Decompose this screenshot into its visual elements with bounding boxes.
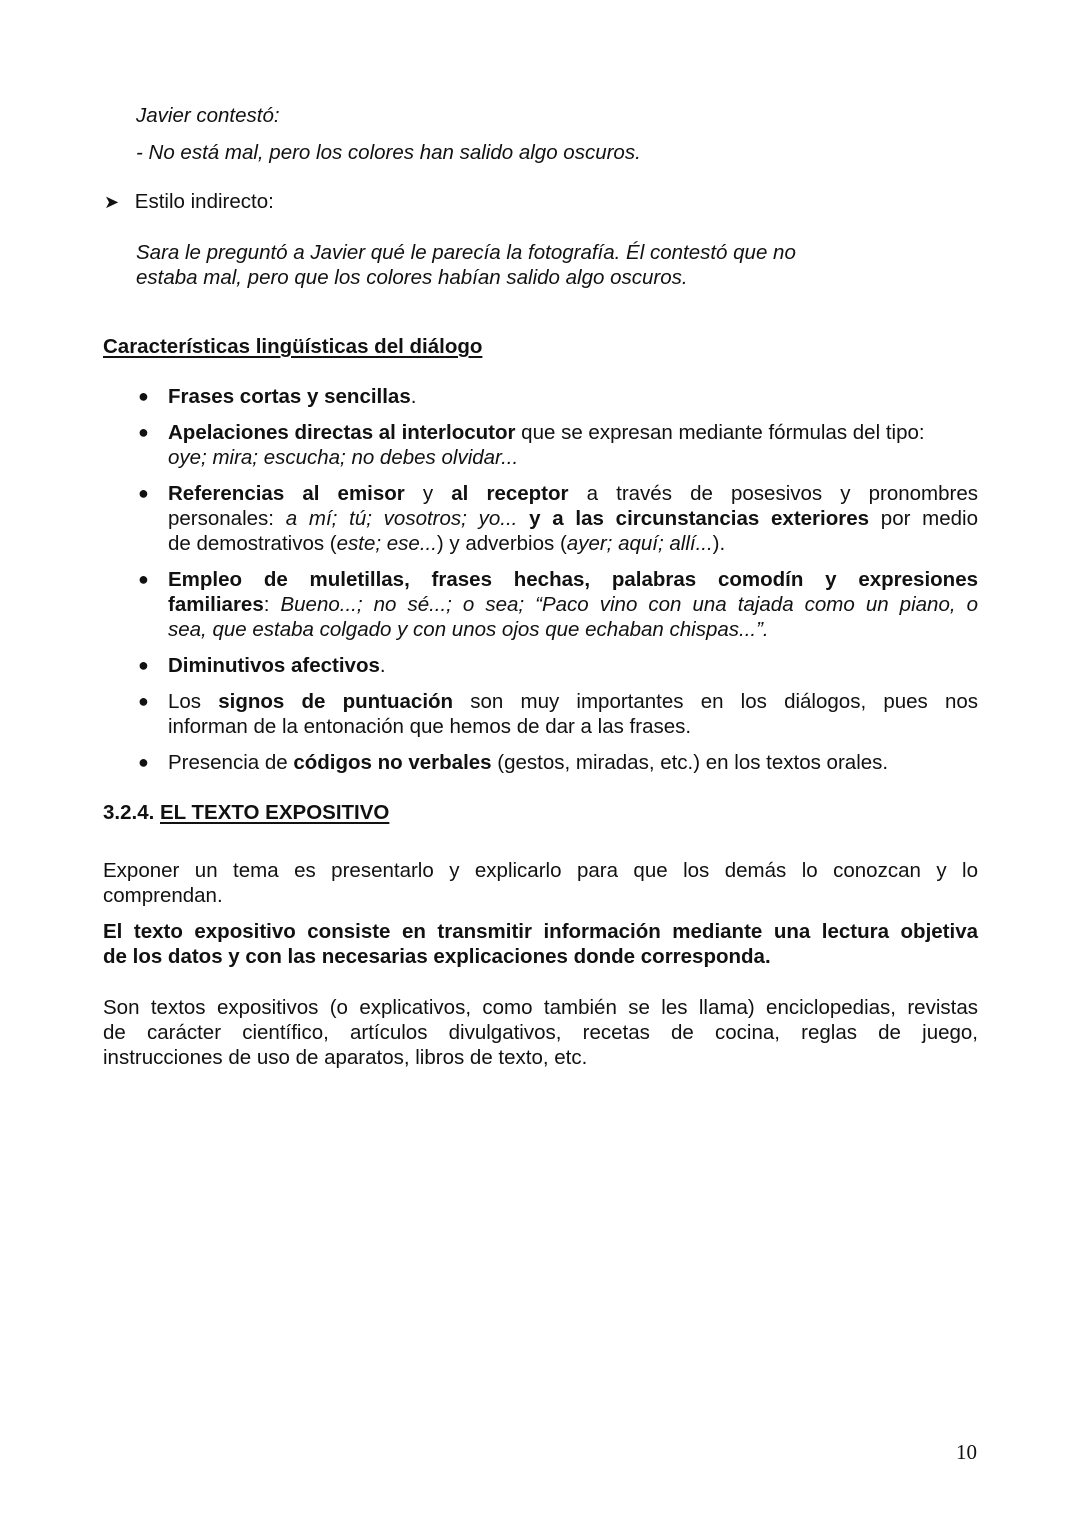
dialogue-line: - No está mal, pero los colores han salido algo oscuros. bbox=[136, 141, 641, 164]
bullet-icon: ● bbox=[138, 655, 149, 675]
section-title: 3.2.4. EL TEXTO EXPOSITIVO bbox=[103, 801, 390, 824]
paragraph: Exponer un tema es presentarlo y explicarlo para que los demás lo conozcan y lo bbox=[103, 859, 978, 882]
paragraph: instrucciones de uso de aparatos, libros de texto, etc. bbox=[103, 1046, 588, 1069]
bullet-icon: ● bbox=[138, 691, 149, 711]
bullet-icon: ● bbox=[138, 386, 149, 406]
indirect-style-label: ➤ Estilo indirecto: bbox=[104, 190, 274, 213]
definition-paragraph: El texto expositivo consiste en transmitir información mediante una lectura objetiva bbox=[103, 920, 978, 943]
bullet-icon: ● bbox=[138, 483, 149, 503]
arrow-bullet-icon: ➤ bbox=[104, 192, 120, 212]
paragraph: Son textos expositivos (o explicativos, como también se les llama) enciclopedias, revistas bbox=[103, 996, 978, 1019]
paragraph: de carácter científico, artículos divulgativos, recetas de cocina, reglas de juego, bbox=[103, 1021, 978, 1044]
paragraph: comprendan. bbox=[103, 884, 223, 907]
bullet-icon: ● bbox=[138, 752, 149, 772]
bullet-icon: ● bbox=[138, 569, 149, 589]
page-number: 10 bbox=[956, 1440, 977, 1464]
dialogue-line: Javier contestó: bbox=[136, 104, 280, 127]
definition-paragraph: de los datos y con las necesarias explicaciones donde corresponda. bbox=[103, 945, 771, 968]
indirect-style-text: estaba mal, pero que los colores habían salido algo oscuros. bbox=[136, 266, 688, 289]
indirect-style-text: Sara le preguntó a Javier qué le parecía la fotografía. Él contestó que no bbox=[136, 241, 796, 264]
bullet-icon: ● bbox=[138, 422, 149, 442]
section-heading: Características lingüísticas del diálogo bbox=[103, 335, 483, 358]
